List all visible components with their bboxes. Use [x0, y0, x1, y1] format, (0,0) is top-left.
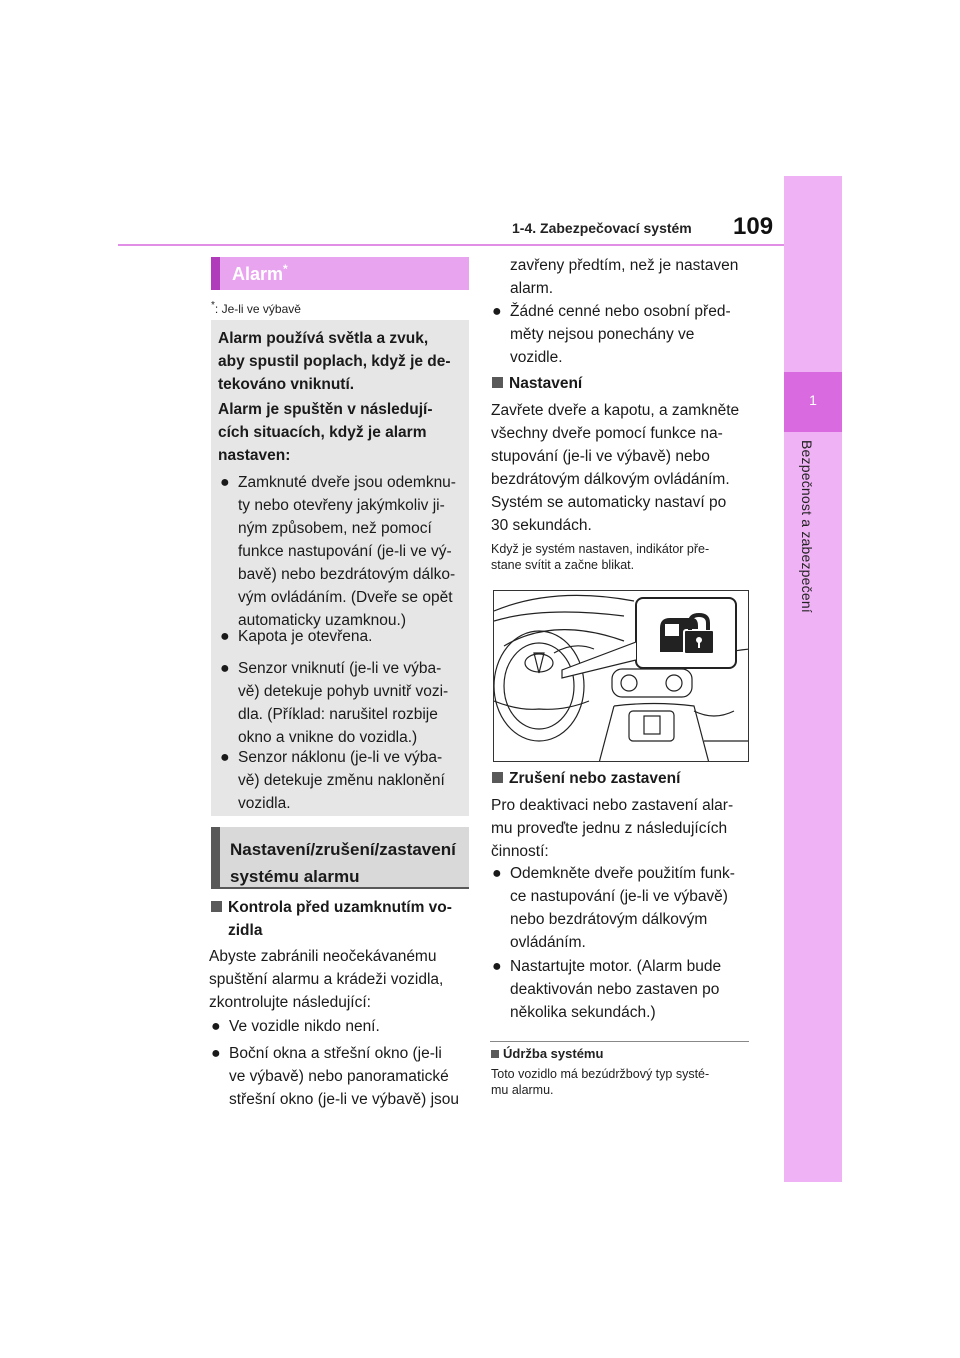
chapter-tab-strip — [784, 176, 842, 1182]
setting-heading — [211, 827, 469, 889]
text-line: ty nebo otevřeny jakýmkoliv ji- — [238, 497, 445, 514]
alarm-heading-text: Alarm — [232, 264, 284, 284]
section-title: 1-4. Zabezpečovací systém — [512, 220, 692, 236]
text-line: Odemkněte dveře použitím funk- — [510, 865, 735, 882]
text-line: Pro deaktivaci nebo zastavení alar- — [491, 797, 734, 814]
alarm-intro — [218, 327, 466, 396]
text-line: Boční okna a střešní okno (je-li — [229, 1045, 442, 1062]
header-divider — [118, 244, 784, 246]
text-line: ným způsobem, než pomocí — [238, 520, 432, 537]
text-line: deaktivován nebo zastaven po — [510, 981, 720, 998]
heading-line: systému alarmu — [230, 867, 360, 886]
alarm-bullet — [238, 471, 470, 632]
heading-line: Kontrola před uzamknutím vo- — [228, 899, 452, 916]
alarm-bullet — [238, 746, 470, 815]
section-divider — [490, 1041, 749, 1042]
text-line: aby spustil poplach, když je de- — [218, 353, 451, 370]
check-bullet — [510, 300, 760, 369]
square-bullet-icon — [211, 901, 222, 912]
heading-line: Nastavení/zrušení/zastavení — [230, 840, 456, 859]
text-line: 30 sekundách. — [491, 517, 592, 534]
text-line: okno a vnikne do vozidla.) — [238, 729, 418, 746]
zruseni-text — [491, 794, 753, 863]
text-line: dla. (Příklad: narušitel rozbije — [238, 706, 438, 723]
alarm-heading-marker: * — [283, 262, 288, 276]
nastaveni-heading — [492, 372, 582, 395]
text-line: stupování (je-li ve výbavě) nebo — [491, 448, 710, 465]
text-line: zkontrolujte následující: — [209, 994, 371, 1011]
security-indicator-icon — [654, 610, 718, 658]
text-line: Toto vozidlo má bezúdržbový typ systé- — [491, 1067, 710, 1081]
text-line: bavě) nebo bezdrátovým dálko- — [238, 566, 456, 583]
text-line: spuštění alarmu a krádeži vozidla, — [209, 971, 444, 988]
text-line: nastaven: — [218, 447, 291, 464]
text-line: Když je systém nastaven, indikátor pře- — [491, 542, 710, 556]
square-bullet-icon — [492, 772, 503, 783]
check-bullet-continued — [510, 254, 760, 300]
text-line: Zavřete dveře a kapotu, a zamkněte — [491, 402, 740, 419]
text-line: střešní okno (je-li ve výbavě) jsou — [229, 1091, 460, 1108]
callout-pointer — [560, 640, 640, 680]
text-line: vě) detekuje změnu naklonění — [238, 772, 445, 789]
text-line: vozidle. — [510, 349, 563, 366]
heading-text: Zrušení nebo zastavení — [509, 770, 681, 787]
alarm-heading — [211, 257, 469, 290]
nastaveni-text — [491, 399, 753, 537]
check-bullet — [229, 1015, 469, 1038]
text-line: ve výbavě) nebo panoramatické — [229, 1068, 449, 1085]
text-line: Ve vozidle nikdo není. — [229, 1018, 380, 1035]
square-bullet-icon — [491, 1050, 499, 1058]
text-line: Nastartujte motor. (Alarm bude — [510, 958, 722, 975]
footnote — [211, 300, 301, 316]
text-line: vě) detekuje pohyb uvnitř vozi- — [238, 683, 449, 700]
text-line: mu alarmu. — [491, 1083, 554, 1097]
maintenance-text — [491, 1066, 753, 1098]
text-line: ovládáním. — [510, 934, 586, 951]
footnote-marker: * — [211, 300, 215, 311]
text-line: funkce nastupování (je-li ve vý- — [238, 543, 452, 560]
text-line: zavřeny předtím, než je nastaven — [510, 257, 739, 274]
zruseni-heading — [492, 767, 680, 790]
zruseni-bullet — [510, 955, 758, 1024]
text-line: alarm. — [510, 280, 554, 297]
text-line: Kapota je otevřena. — [238, 628, 373, 645]
text-line: vým ovládáním. (Dveře se opět — [238, 589, 453, 606]
text-line: vozidla. — [238, 795, 291, 812]
footnote-text: : Je-li ve výbavě — [214, 302, 301, 316]
text-line: Alarm používá světla a zvuk, — [218, 330, 429, 347]
text-line: činností: — [491, 843, 549, 860]
text-line: stane svítit a začne blikat. — [491, 558, 635, 572]
text-line: Senzor vniknutí (je-li ve výba- — [238, 660, 442, 677]
text-line: Systém se automaticky nastaví po — [491, 494, 727, 511]
text-line: tekováno vniknutí. — [218, 376, 355, 393]
text-line: nebo bezdrátovým dálkovým — [510, 911, 708, 928]
check-bullet — [229, 1042, 473, 1111]
text-line: několika sekundách.) — [510, 1004, 656, 1021]
maintenance-heading — [491, 1046, 603, 1061]
text-line: bezdrátovým dálkovým ovládáním. — [491, 471, 730, 488]
alarm-bullet — [238, 657, 470, 749]
text-line: cích situacích, když je alarm — [218, 424, 427, 441]
indicator-note — [491, 541, 753, 573]
zruseni-bullet — [510, 862, 758, 954]
text-line: Zamknuté dveře jsou odemknu- — [238, 474, 456, 491]
page-number: 109 — [733, 213, 774, 240]
text-line: Senzor náklonu (je-li ve výba- — [238, 749, 443, 766]
text-line: Žádné cenné nebo osobní před- — [510, 303, 731, 320]
text-line: měty nejsou ponechány ve — [510, 326, 695, 343]
heading-line: zidla — [228, 922, 263, 939]
text-line: Alarm je spuštěn v následují- — [218, 401, 433, 418]
heading-text: Nastavení — [509, 375, 583, 392]
chapter-number: 1 — [809, 392, 817, 408]
text-line: Abyste zabránili neočekávanému — [209, 948, 437, 965]
text-line: ce nastupování (je-li ve výbavě) — [510, 888, 728, 905]
check-intro — [209, 945, 471, 1014]
chapter-title: Bezpečnost a zabezpečení — [799, 440, 815, 613]
text-line: mu proveďte jednu z následujících — [491, 820, 728, 837]
heading-text: Údržba systému — [503, 1046, 604, 1061]
text-line: všechny dveře pomocí funkce na- — [491, 425, 723, 442]
square-bullet-icon — [492, 377, 503, 388]
alarm-bullet — [238, 625, 470, 648]
alarm-trigger-intro — [218, 398, 466, 467]
check-heading — [211, 896, 471, 942]
text-line: automaticky uzamknou.) — [238, 612, 406, 629]
